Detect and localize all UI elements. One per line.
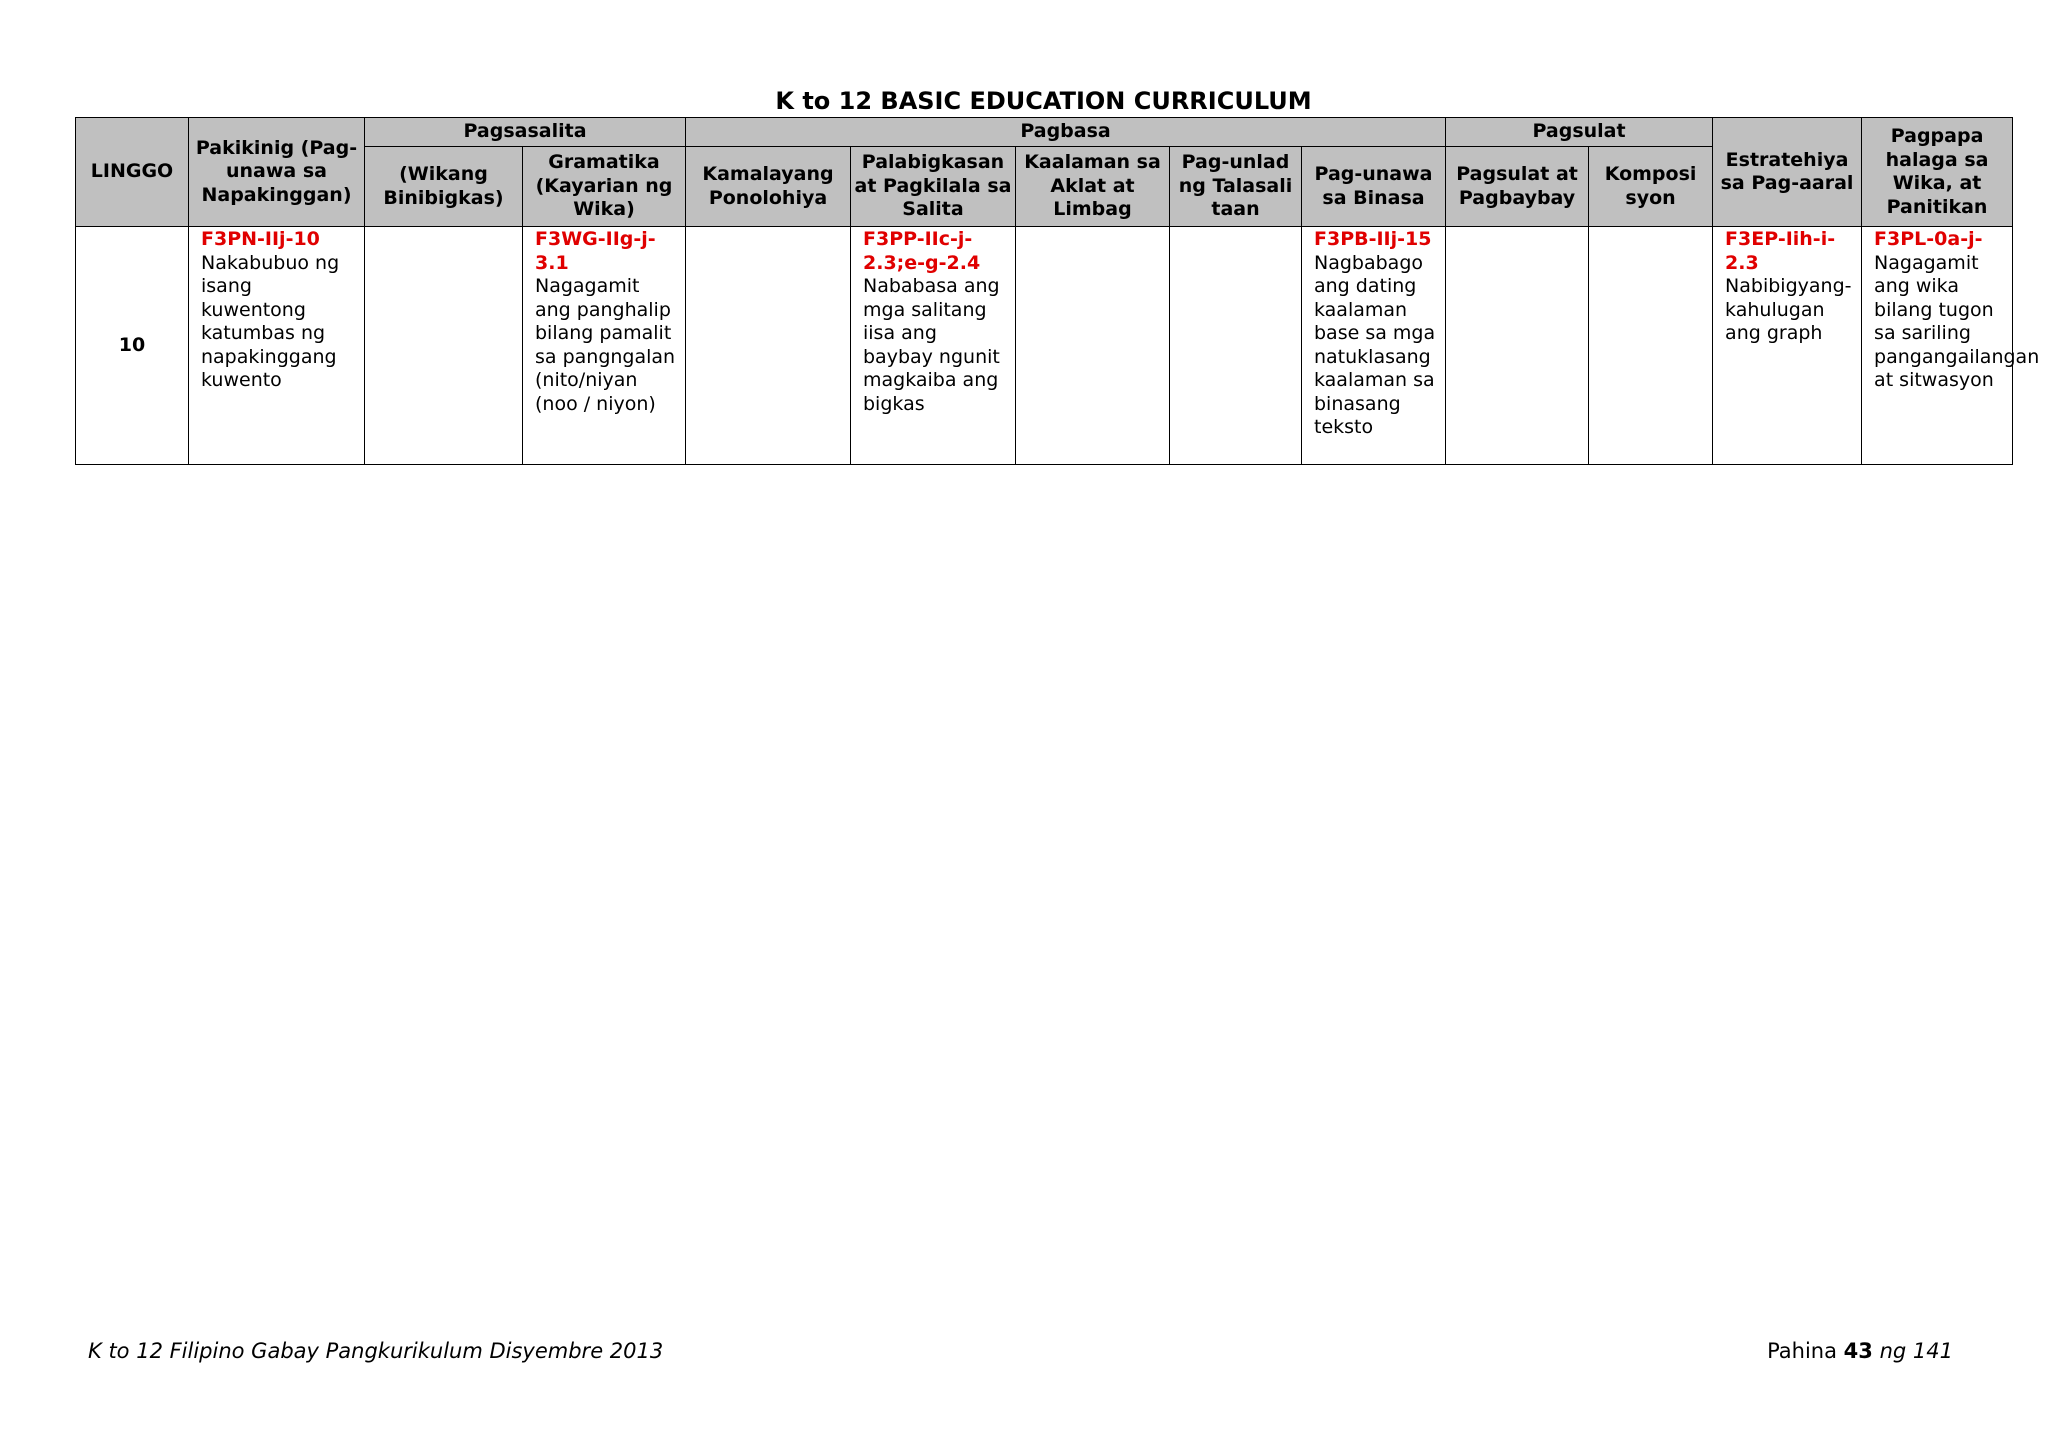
table-row — [76, 227, 2013, 465]
cell-kamalayang-ponolohiya — [686, 227, 851, 465]
header-pakikinig: Pakikinig (Pag-unawa sa Napakinggan) — [189, 118, 365, 227]
cell-kaalaman-aklat — [1016, 227, 1170, 465]
header-pag-unlad-talasalitaan: Pag-unlad ng Talasali taan — [1170, 147, 1302, 227]
cell-estratehiya — [1713, 227, 1862, 465]
header-estratehiya: Estratehiya sa Pag-aaral — [1713, 118, 1862, 227]
header-linggo: LINGGO — [76, 118, 189, 227]
competency-code: F3PB-IIj-15 — [1314, 228, 1432, 250]
cell-pag-unlad-talasalitaan — [1170, 227, 1302, 465]
cell-pakikinig — [189, 227, 365, 465]
competency-text: Nabibigyang-kahulugan ang graph — [1725, 275, 1852, 344]
curriculum-table — [75, 117, 2040, 465]
cell-palabigkasan — [851, 227, 1016, 465]
footer-page-number — [1767, 1339, 1953, 1363]
header-pag-unawa-binasa: Pag-unawa sa Binasa — [1302, 147, 1446, 227]
competency-code: F3EP-Iih-i-2.3 — [1725, 228, 1836, 274]
competency-code: F3PP-IIc-j-2.3;e-g-2.4 — [863, 228, 981, 274]
cell-gramatika — [523, 227, 686, 465]
competency-code: F3PL-0a-j- — [1874, 228, 1983, 250]
header-gramatika: Gramatika (Kayarian ng Wika) — [523, 147, 686, 227]
header-pagpapahalaga: Pagpapa halaga sa Wika, at Panitikan — [1862, 118, 2013, 227]
page-total: ng 141 — [1879, 1339, 1953, 1363]
competency-text: Nakabubuo ng isang kuwentong katumbas ng napakinggang kuwento — [201, 251, 340, 391]
cell-wikang-binibigkas — [365, 227, 523, 465]
competency-code: F3WG-IIg-j-3.1 — [535, 228, 656, 274]
header-kaalaman-aklat: Kaalaman sa Aklat at Limbag — [1016, 147, 1170, 227]
page-number: 43 — [1843, 1339, 1873, 1363]
competency-text: Nagagamit ang wika bilang tugon sa sariling pangangailangan at sitwasyon — [1874, 251, 2040, 391]
header-palabigkasan: Palabigkasan at Pagkilala sa Salita — [851, 147, 1016, 227]
header-pagsulat: Pagsulat — [1446, 118, 1713, 147]
header-kamalayang-ponolohiya: Kamalayang Ponolohiya — [686, 147, 851, 227]
cell-komposisyon — [1589, 227, 1713, 465]
header-wikang-binibigkas: (Wikang Binibigkas) — [365, 147, 523, 227]
page-prefix: Pahina — [1767, 1339, 1837, 1363]
competency-text: Nagagamit ang panghalip bilang pamalit sa pangngalan (nito/niyan (noo / niyon) — [535, 275, 676, 415]
cell-pagpapahalaga — [1862, 227, 2040, 465]
header-pagsasalita: Pagsasalita — [365, 118, 686, 147]
cell-linggo: 10 — [76, 227, 189, 465]
document-title: K to 12 BASIC EDUCATION CURRICULUM — [775, 87, 1312, 115]
header-pagsulat-pagbaybay: Pagsulat at Pagbaybay — [1446, 147, 1589, 227]
competency-code: F3PN-IIj-10 — [201, 228, 320, 250]
competency-text: Nababasa ang mga salitang iisa ang baybay ngunit magkaiba ang bigkas — [863, 275, 1000, 415]
header-pagbasa: Pagbasa — [686, 118, 1446, 147]
cell-pagsulat-pagbaybay — [1446, 227, 1589, 465]
footer-document-name: K to 12 Filipino Gabay Pangkurikulum Disyembre 2013 — [88, 1339, 664, 1363]
competency-text: Nagbabago ang dating kaalaman base sa mga natuklasang kaalaman sa binasang teksto — [1314, 251, 1436, 438]
header-komposisyon: Komposi syon — [1589, 147, 1713, 227]
cell-pag-unawa-binasa — [1302, 227, 1446, 465]
